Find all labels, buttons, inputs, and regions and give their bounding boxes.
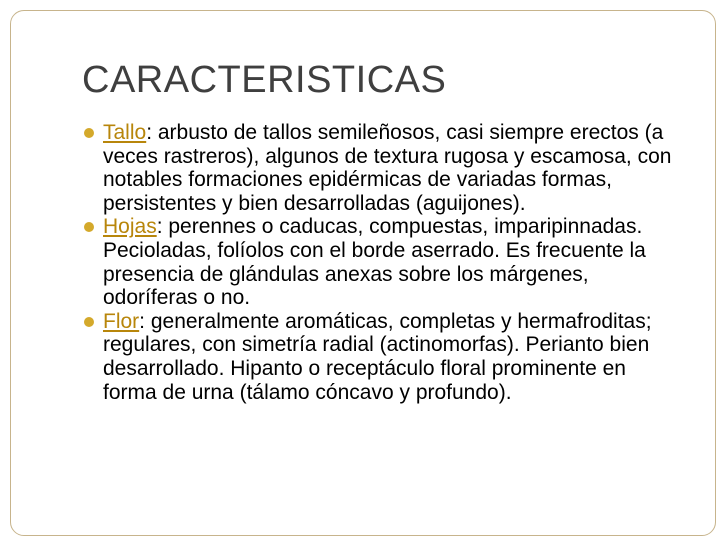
term-hojas: Hojas [103,215,157,239]
description-tallo: : arbusto de tallos semileñosos, casi siempre erectos (a veces rastreros), algunos de textura rugosa y escamosa, con notables formaciones epidérmicas de variadas formas, persistentes y bien desarrolladas (aguijones). [103,121,672,215]
bullet-icon [84,222,94,232]
term-tallo: Tallo [103,121,147,144]
bullet-list [82,121,682,404]
bullet-item-tallo [82,121,682,215]
bullet-item-hojas [82,215,682,309]
slide-title: CARACTERISTICAS [82,59,447,101]
description-hojas: : perennes o caducas, compuestas, imparipinnadas. Pecioladas, folíolos con el borde aserrado. Es frecuente la presencia de glándulas anexas sobre los márgenes, odoríferas o no. [103,215,646,310]
bullet-icon [84,317,94,327]
description-flor: : generalmente aromáticas, completas y hermafroditas; regulares, con simetría radial (actinomorfas). Perianto bien desarrollado. Hipanto o receptáculo floral prominente en forma de urna (tálamo cóncavo y profundo). [103,309,652,404]
bullet-icon [84,128,94,138]
term-flor: Flor [103,309,140,333]
bullet-item-flor [82,310,682,404]
